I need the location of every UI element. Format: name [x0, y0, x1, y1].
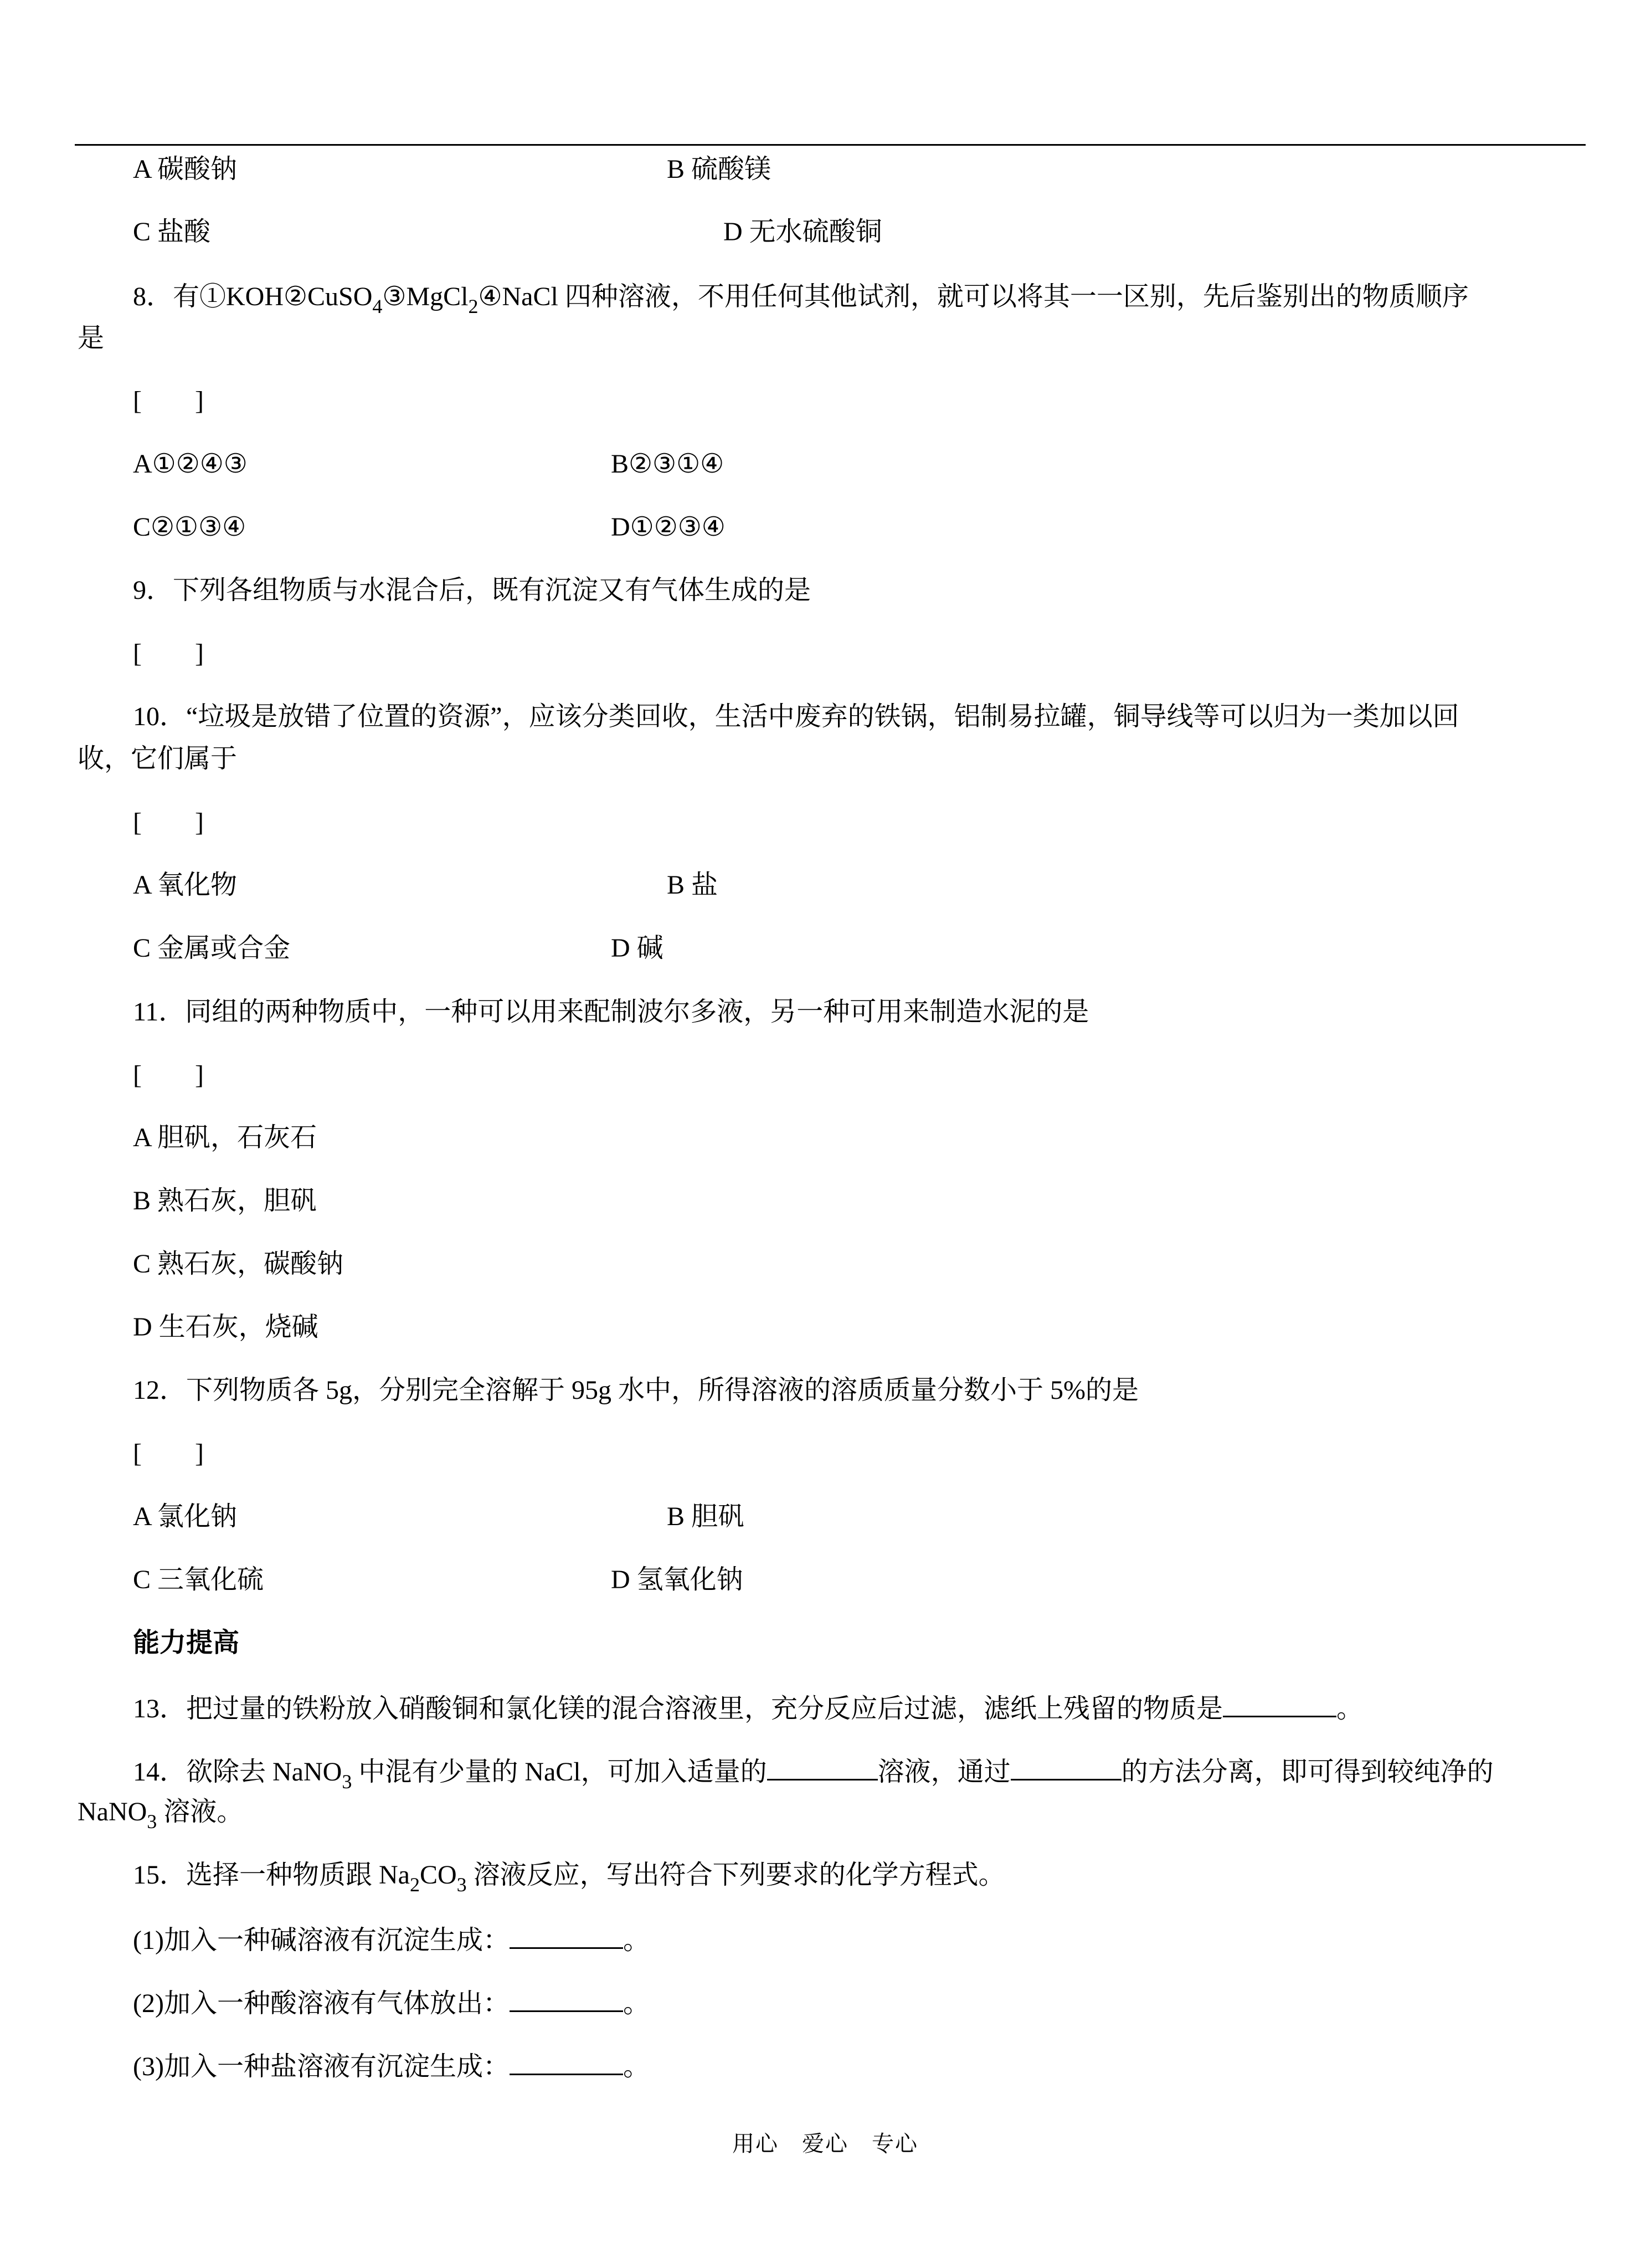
q11-option-d: D 生石灰，烧碱: [133, 1312, 318, 1342]
q15-item-2: (2)加入一种酸溶液有气体放出： 。: [133, 1986, 650, 2019]
q10-option-a: A 氧化物: [133, 870, 238, 900]
q12-answer-bracket: [ ]: [133, 1439, 204, 1468]
q12-option-d: D 氢氧化钠: [611, 1565, 743, 1594]
q10-option-d: D 碱: [611, 933, 664, 963]
q10-option-b: B 盐: [667, 870, 718, 900]
q13-question: 13．把过量的铁粉放入硝酸铜和氯化镁的混合溶液里，充分反应后过滤，滤纸上残留的物质是 。: [133, 1691, 1363, 1725]
q12-question: 12．下列物质各 5g，分别完全溶解于 95g 水中，所得溶液的溶质质量分数小于 5%的是: [133, 1376, 1139, 1405]
q15-item-1-blank[interactable]: [510, 1923, 623, 1949]
q8-question: 8．有①KOH②CuSO$_4$③MgCl$_2$④NaCl 四种溶液，不用任何其他试剂，就可以将其一一区别，先后鉴别出的物质顺序: [133, 282, 1469, 317]
q8-option-a: A①②④③: [133, 449, 248, 479]
q11-question: 11．同组的两种物质中，一种可以用来配制波尔多液，另一种可用来制造水泥的是: [133, 997, 1089, 1027]
q11-option-c: C 熟石灰，碳酸钠: [133, 1249, 344, 1279]
q15-item-3: (3)加入一种盐溶液有沉淀生成： 。: [133, 2049, 650, 2082]
q15-item-3-blank[interactable]: [510, 2049, 623, 2075]
q14-method-blank[interactable]: [1011, 1754, 1122, 1780]
q7-option-a: A 碳酸钠: [133, 155, 238, 184]
q14-question: 14．欲除去 NaNO$_3$ 中混有少量的 NaCl，可加入适量的 溶液，通过 的方法分离，即可得到较纯净的: [133, 1754, 1494, 1788]
q10-option-c: C 金属或合金: [133, 933, 291, 963]
q9-question: 9．下列各组物质与水混合后，既有沉淀又有气体生成的是: [133, 576, 811, 605]
q12-option-a: A 氯化钠: [133, 1502, 238, 1531]
q8-option-b: B②③①④: [611, 449, 724, 479]
header-rule: [75, 144, 1586, 146]
page-footer: 用心 爱心 专心: [732, 2131, 918, 2156]
q7-option-d: D 无水硫酸铜: [723, 217, 882, 247]
q14-reagent-blank[interactable]: [767, 1754, 878, 1780]
q8-answer-bracket: [ ]: [133, 386, 204, 415]
q8-question-line2: 是: [78, 324, 105, 353]
q11-option-a: A 胆矾，石灰石: [133, 1123, 317, 1152]
q9-answer-bracket: [ ]: [133, 639, 204, 668]
q12-option-b: B 胆矾: [667, 1502, 745, 1531]
section-title: 能力提高: [133, 1628, 240, 1658]
q8-option-d: D①②③④: [611, 512, 726, 542]
q12-option-c: C 三氧化硫: [133, 1565, 264, 1594]
q11-option-b: B 熟石灰，胆矾: [133, 1186, 317, 1215]
q15-item-1: (1)加入一种碱溶液有沉淀生成： 。: [133, 1923, 650, 1956]
q7-option-c: C 盐酸: [133, 217, 211, 247]
q13-answer-blank[interactable]: [1223, 1691, 1336, 1717]
q10-question: 10．“垃圾是放错了位置的资源”，应该分类回收，生活中废弃的铁锅，铝制易拉罐，铜导线等可以归为一类加以回: [133, 702, 1459, 731]
q8-option-c: C②①③④: [133, 512, 246, 542]
q10-question-line2: 收，它们属于: [78, 744, 238, 773]
q11-answer-bracket: [ ]: [133, 1060, 204, 1090]
q10-answer-bracket: [ ]: [133, 808, 204, 837]
q15-question: 15．选择一种物质跟 $Na_2CO_3$ 溶液反应，写出符合下列要求的化学方程式。: [133, 1860, 1005, 1896]
q14-question-line2: NaNO$_3$ 溶液。: [78, 1797, 244, 1833]
q15-item-2-blank[interactable]: [510, 1986, 623, 2012]
q7-option-b: B 硫酸镁: [667, 155, 772, 184]
